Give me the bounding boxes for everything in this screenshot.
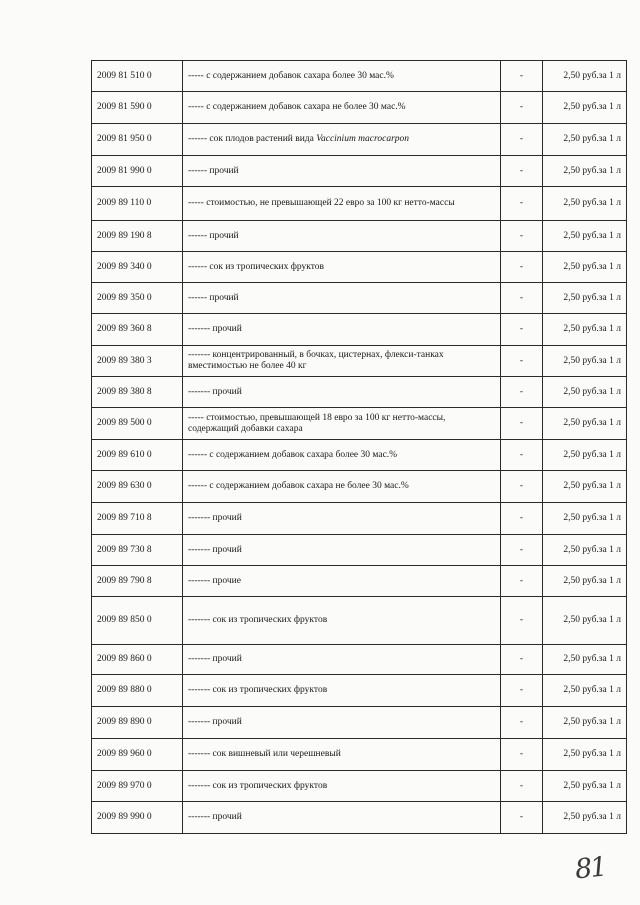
handwritten-page-number: 81 [573, 851, 607, 886]
dash-cell: - [501, 802, 543, 834]
dash-cell: - [501, 566, 543, 597]
dash-cell: - [501, 645, 543, 675]
rate-cell: 2,50 руб.за 1 л [543, 503, 627, 535]
table-row [92, 503, 627, 535]
description-cell: ------- прочий [183, 802, 501, 834]
code-cell: 2009 81 510 0 [92, 61, 183, 92]
dash-cell: - [501, 675, 543, 707]
code-cell: 2009 89 890 0 [92, 707, 183, 739]
table-row [92, 314, 627, 346]
code-cell: 2009 81 990 0 [92, 156, 183, 187]
description-cell: ----- стоимостью, не превышающей 22 евро за 100 кг нетто-массы [183, 187, 501, 221]
description-cell: ------ с содержанием добавок сахара не более 30 мас.% [183, 471, 501, 503]
species-name: Vaccinium macrocarpon [316, 134, 410, 144]
table-row [92, 124, 627, 156]
rate-cell: 2,50 руб.за 1 л [543, 645, 627, 675]
code-cell: 2009 89 110 0 [92, 187, 183, 221]
dash-cell: - [501, 707, 543, 739]
rate-cell: 2,50 руб.за 1 л [543, 408, 627, 440]
table-row [92, 221, 627, 252]
rate-cell: 2,50 руб.за 1 л [543, 252, 627, 283]
description-cell: ------ сок из тропических фруктов [183, 252, 501, 283]
description-cell: ------- сок из тропических фруктов [183, 675, 501, 707]
description-cell: ----- стоимостью, превышающей 18 евро за 100 кг нетто-массы, содержащий добавки сахара [183, 408, 501, 440]
dash-cell: - [501, 503, 543, 535]
table-row [92, 377, 627, 408]
code-cell: 2009 89 360 8 [92, 314, 183, 346]
rate-cell: 2,50 руб.за 1 л [543, 377, 627, 408]
rate-cell: 2,50 руб.за 1 л [543, 802, 627, 834]
code-cell: 2009 89 350 0 [92, 283, 183, 314]
description-cell: ----- с содержанием добавок сахара более 30 мас.% [183, 61, 501, 92]
dash-cell: - [501, 471, 543, 503]
code-cell: 2009 89 710 8 [92, 503, 183, 535]
description-cell: ------- прочий [183, 707, 501, 739]
dash-cell: - [501, 156, 543, 187]
code-cell: 2009 81 950 0 [92, 124, 183, 156]
description-cell: ------ сок плодов растений вида Vaccinium macrocarpon [183, 124, 501, 156]
code-cell: 2009 89 880 0 [92, 675, 183, 707]
code-cell: 2009 81 590 0 [92, 92, 183, 124]
description-cell: ----- с содержанием добавок сахара не более 30 мас.% [183, 92, 501, 124]
table-row [92, 408, 627, 440]
table-row [92, 739, 627, 771]
rate-cell: 2,50 руб.за 1 л [543, 283, 627, 314]
code-cell: 2009 89 730 8 [92, 535, 183, 566]
table-row [92, 252, 627, 283]
dash-cell: - [501, 124, 543, 156]
code-cell: 2009 89 790 8 [92, 566, 183, 597]
code-cell: 2009 89 970 0 [92, 771, 183, 802]
code-cell: 2009 89 850 0 [92, 597, 183, 645]
table-row [92, 566, 627, 597]
table-row [92, 771, 627, 802]
description-cell: ------- прочий [183, 377, 501, 408]
table-row [92, 675, 627, 707]
description-cell: ------- прочий [183, 503, 501, 535]
rate-cell: 2,50 руб.за 1 л [543, 675, 627, 707]
code-cell: 2009 89 610 0 [92, 440, 183, 471]
dash-cell: - [501, 440, 543, 471]
dash-cell: - [501, 221, 543, 252]
rate-cell: 2,50 руб.за 1 л [543, 124, 627, 156]
table-row [92, 535, 627, 566]
code-cell: 2009 89 860 0 [92, 645, 183, 675]
code-cell: 2009 89 500 0 [92, 408, 183, 440]
code-cell: 2009 89 340 0 [92, 252, 183, 283]
rate-cell: 2,50 руб.за 1 л [543, 61, 627, 92]
table-row [92, 471, 627, 503]
rate-cell: 2,50 руб.за 1 л [543, 739, 627, 771]
description-cell: ------ прочий [183, 283, 501, 314]
dash-cell: - [501, 739, 543, 771]
table-row [92, 61, 627, 92]
rate-cell: 2,50 руб.за 1 л [543, 346, 627, 377]
table-row [92, 597, 627, 645]
dash-cell: - [501, 252, 543, 283]
tariff-table-body [92, 61, 627, 834]
code-cell: 2009 89 380 8 [92, 377, 183, 408]
dash-cell: - [501, 346, 543, 377]
rate-cell: 2,50 руб.за 1 л [543, 471, 627, 503]
description-cell: ------- прочие [183, 566, 501, 597]
dash-cell: - [501, 771, 543, 802]
rate-cell: 2,50 руб.за 1 л [543, 771, 627, 802]
rate-cell: 2,50 руб.за 1 л [543, 535, 627, 566]
dash-cell: - [501, 408, 543, 440]
dash-cell: - [501, 92, 543, 124]
description-cell: ------- сок из тропических фруктов [183, 597, 501, 645]
dash-cell: - [501, 283, 543, 314]
description-cell: ------- сок из тропических фруктов [183, 771, 501, 802]
rate-cell: 2,50 руб.за 1 л [543, 92, 627, 124]
description-cell: ------- сок вишневый или черешневый [183, 739, 501, 771]
table-row [92, 707, 627, 739]
description-cell: ------ прочий [183, 221, 501, 252]
code-cell: 2009 89 190 8 [92, 221, 183, 252]
description-cell: ------ с содержанием добавок сахара более 30 мас.% [183, 440, 501, 471]
code-cell: 2009 89 960 0 [92, 739, 183, 771]
description-cell: ------- прочий [183, 314, 501, 346]
rate-cell: 2,50 руб.за 1 л [543, 566, 627, 597]
code-cell: 2009 89 990 0 [92, 802, 183, 834]
description-cell: ------- прочий [183, 535, 501, 566]
table-row [92, 156, 627, 187]
description-cell: ------- прочий [183, 645, 501, 675]
description-cell: ------- концентрированный, в бочках, цистернах, флекси-танках вместимостью не более 40 кг [183, 346, 501, 377]
dash-cell: - [501, 61, 543, 92]
description-cell: ------ прочий [183, 156, 501, 187]
table-row [92, 346, 627, 377]
dash-cell: - [501, 187, 543, 221]
rate-cell: 2,50 руб.за 1 л [543, 187, 627, 221]
table-row [92, 187, 627, 221]
code-cell: 2009 89 630 0 [92, 471, 183, 503]
table-row [92, 283, 627, 314]
table-row [92, 92, 627, 124]
dash-cell: - [501, 314, 543, 346]
rate-cell: 2,50 руб.за 1 л [543, 597, 627, 645]
rate-cell: 2,50 руб.за 1 л [543, 440, 627, 471]
dash-cell: - [501, 597, 543, 645]
dash-cell: - [501, 535, 543, 566]
rate-cell: 2,50 руб.за 1 л [543, 156, 627, 187]
rate-cell: 2,50 руб.за 1 л [543, 221, 627, 252]
tariff-table [91, 60, 627, 834]
dash-cell: - [501, 377, 543, 408]
table-row [92, 802, 627, 834]
code-cell: 2009 89 380 3 [92, 346, 183, 377]
rate-cell: 2,50 руб.за 1 л [543, 707, 627, 739]
table-row [92, 440, 627, 471]
table-row [92, 645, 627, 675]
rate-cell: 2,50 руб.за 1 л [543, 314, 627, 346]
